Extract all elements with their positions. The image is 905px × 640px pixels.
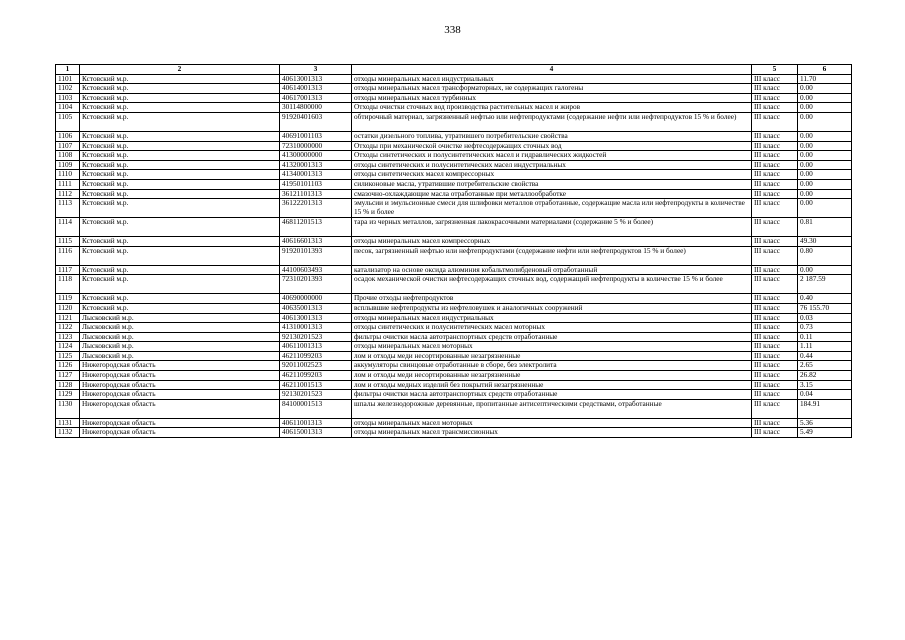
district-cell: Лысковский м.р. [80,323,280,333]
district-cell: Кстовский м.р. [80,199,280,218]
district-cell: Нижегородская область [80,399,280,418]
row-number-cell: 1112 [56,189,80,199]
waste-code-cell: 41950101103 [280,179,352,189]
table-row [56,189,852,199]
waste-name-cell: обтирочный материал, загрязненный нефтью или нефтепродуктами (содержание нефти или нефтепродуктов 15 % и более) [352,112,752,131]
waste-code-cell: 41310001313 [280,323,352,333]
district-cell: Кстовский м.р. [80,294,280,304]
amount-cell: 3.15 [798,380,852,390]
district-cell: Кстовский м.р. [80,179,280,189]
column-header: 3 [280,65,352,75]
amount-cell: 0.00 [798,103,852,113]
row-number-cell: 1120 [56,303,80,313]
waste-code-cell: 40611001313 [280,342,352,352]
row-number-cell: 1131 [56,418,80,428]
amount-cell: 0.00 [798,151,852,161]
district-cell: Нижегородская область [80,380,280,390]
district-cell: Лысковский м.р. [80,342,280,352]
hazard-class-cell: III класс [752,303,798,313]
district-cell: Нижегородская область [80,390,280,400]
amount-cell: 26.82 [798,371,852,381]
waste-name-cell: Отходы синтетических и полусинтетических масел и гидравлических жидкостей [352,151,752,161]
waste-name-cell: отходы минеральных масел моторных [352,418,752,428]
amount-cell: 5.49 [798,428,852,438]
district-cell: Кстовский м.р. [80,246,280,265]
waste-name-cell: фильтры очистки масла автотранспортных средств отработанные [352,332,752,342]
waste-code-cell: 92130201523 [280,332,352,342]
amount-cell: 11.70 [798,74,852,84]
amount-cell: 0.11 [798,332,852,342]
table-row [56,246,852,265]
district-cell: Нижегородская область [80,428,280,438]
hazard-class-cell: III класс [752,323,798,333]
table-row [56,428,852,438]
waste-code-cell: 72310201393 [280,275,352,294]
amount-cell: 0.81 [798,218,852,237]
waste-code-cell: 40635001313 [280,303,352,313]
waste-name-cell: тара из черных металлов, загрязненная лакокрасочными материалами (содержание 5 % и более) [352,218,752,237]
hazard-class-cell: III класс [752,151,798,161]
row-number-cell: 1104 [56,103,80,113]
district-cell: Кстовский м.р. [80,303,280,313]
waste-code-cell: 41300000000 [280,151,352,161]
table-row [56,342,852,352]
table-row [56,170,852,180]
hazard-class-cell: III класс [752,246,798,265]
district-cell: Лысковский м.р. [80,332,280,342]
waste-name-cell: отходы минеральных масел трансформаторных, не содержащих галогены [352,84,752,94]
row-number-cell: 1118 [56,275,80,294]
district-cell: Кстовский м.р. [80,103,280,113]
table-row [56,237,852,247]
hazard-class-cell: III класс [752,380,798,390]
waste-code-cell: 72310000000 [280,141,352,151]
table-row [56,275,852,294]
waste-name-cell: осадок механической очистки нефтесодержащих сточных вод, содержащий нефтепродукты в количестве 15 % и более [352,275,752,294]
district-cell: Лысковский м.р. [80,313,280,323]
hazard-class-cell: III класс [752,332,798,342]
waste-register-table [55,64,852,438]
waste-name-cell: отходы минеральных масел турбинных [352,93,752,103]
row-number-cell: 1121 [56,313,80,323]
waste-code-cell: 40616601313 [280,237,352,247]
amount-cell: 2.65 [798,361,852,371]
waste-name-cell: катализатор на основе оксида алюминия кобальтмолибденовый отработанный [352,265,752,275]
table-row [56,361,852,371]
waste-name-cell: лом и отходы меди несортированные незагрязненные [352,351,752,361]
waste-code-cell: 92130201523 [280,390,352,400]
row-number-cell: 1129 [56,390,80,400]
waste-code-cell: 46211001513 [280,380,352,390]
district-cell: Кстовский м.р. [80,265,280,275]
hazard-class-cell: III класс [752,84,798,94]
waste-name-cell: лом и отходы медных изделий без покрытий незагрязненные [352,380,752,390]
district-cell: Кстовский м.р. [80,93,280,103]
hazard-class-cell: III класс [752,265,798,275]
row-number-cell: 1109 [56,160,80,170]
hazard-class-cell: III класс [752,399,798,418]
district-cell: Нижегородская область [80,418,280,428]
waste-code-cell: 36121101313 [280,189,352,199]
hazard-class-cell: III класс [752,74,798,84]
amount-cell: 0.00 [798,112,852,131]
hazard-class-cell: III класс [752,199,798,218]
row-number-cell: 1108 [56,151,80,161]
waste-code-cell: 46811201513 [280,218,352,237]
row-number-cell: 1101 [56,74,80,84]
waste-code-cell: 44100603493 [280,265,352,275]
amount-cell: 0.00 [798,160,852,170]
district-cell: Лысковский м.р. [80,351,280,361]
row-number-cell: 1102 [56,84,80,94]
row-number-cell: 1130 [56,399,80,418]
table-row [56,399,852,418]
amount-cell: 0.00 [798,179,852,189]
table-row [56,351,852,361]
row-number-cell: 1114 [56,218,80,237]
hazard-class-cell: III класс [752,93,798,103]
hazard-class-cell: III класс [752,218,798,237]
amount-cell: 0.40 [798,294,852,304]
table-row [56,199,852,218]
waste-name-cell: силиконовые масла, утратившие потребительские свойства [352,179,752,189]
waste-name-cell: отходы минеральных масел индустриальных [352,313,752,323]
waste-name-cell: шпалы железнодорожные деревянные, пропитанные антисептическими средствами, отработанные [352,399,752,418]
row-number-cell: 1110 [56,170,80,180]
hazard-class-cell: III класс [752,189,798,199]
amount-cell: 0.00 [798,170,852,180]
waste-name-cell: отходы минеральных масел компрессорных [352,237,752,247]
waste-name-cell: остатки дизельного топлива, утратившего потребительские свойства [352,131,752,141]
table-row [56,265,852,275]
row-number-cell: 1107 [56,141,80,151]
waste-code-cell: 84100001513 [280,399,352,418]
hazard-class-cell: III класс [752,361,798,371]
hazard-class-cell: III класс [752,112,798,131]
district-cell: Нижегородская область [80,361,280,371]
amount-cell: 0.00 [798,84,852,94]
amount-cell: 0.00 [798,141,852,151]
hazard-class-cell: III класс [752,294,798,304]
waste-code-cell: 30114800000 [280,103,352,113]
table-header-row [56,65,852,75]
hazard-class-cell: III класс [752,179,798,189]
waste-name-cell: смазочно-охлаждающие масла отработанные при металлообработке [352,189,752,199]
column-header: 2 [80,65,280,75]
hazard-class-cell: III класс [752,342,798,352]
district-cell: Кстовский м.р. [80,275,280,294]
district-cell: Кстовский м.р. [80,74,280,84]
hazard-class-cell: III класс [752,237,798,247]
waste-name-cell: Отходы очистки сточных вод производства растительных масел и жиров [352,103,752,113]
row-number-cell: 1119 [56,294,80,304]
table-row [56,93,852,103]
amount-cell: 0.00 [798,265,852,275]
waste-name-cell: отходы минеральных масел индустриальных [352,74,752,84]
hazard-class-cell: III класс [752,170,798,180]
amount-cell: 0.00 [798,131,852,141]
page-number: 338 [444,24,461,36]
table-row [56,84,852,94]
waste-code-cell: 40690000000 [280,294,352,304]
table-row [56,418,852,428]
amount-cell: 184.91 [798,399,852,418]
row-number-cell: 1117 [56,265,80,275]
waste-code-cell: 40617001313 [280,93,352,103]
table-row [56,371,852,381]
hazard-class-cell: III класс [752,351,798,361]
column-header: 6 [798,65,852,75]
table-row [56,103,852,113]
waste-name-cell: отходы минеральных масел моторных [352,342,752,352]
row-number-cell: 1105 [56,112,80,131]
amount-cell: 76 155.70 [798,303,852,313]
district-cell: Кстовский м.р. [80,170,280,180]
waste-code-cell: 46211099203 [280,351,352,361]
waste-name-cell: песок, загрязненный нефтью или нефтепродуктами (содержание нефти или нефтепродуктов 15 % и более) [352,246,752,265]
table-row [56,390,852,400]
column-header: 4 [352,65,752,75]
district-cell: Кстовский м.р. [80,189,280,199]
table-row [56,112,852,131]
amount-cell: 0.80 [798,246,852,265]
row-number-cell: 1122 [56,323,80,333]
table-row [56,218,852,237]
hazard-class-cell: III класс [752,103,798,113]
waste-code-cell: 46211099203 [280,371,352,381]
hazard-class-cell: III класс [752,160,798,170]
district-cell: Кстовский м.р. [80,84,280,94]
table-row [56,131,852,141]
table-row [56,151,852,161]
row-number-cell: 1123 [56,332,80,342]
amount-cell: 0.03 [798,313,852,323]
district-cell: Кстовский м.р. [80,151,280,161]
hazard-class-cell: III класс [752,275,798,294]
row-number-cell: 1115 [56,237,80,247]
column-header: 1 [56,65,80,75]
table-row [56,323,852,333]
amount-cell: 49.30 [798,237,852,247]
district-cell: Нижегородская область [80,371,280,381]
row-number-cell: 1128 [56,380,80,390]
row-number-cell: 1106 [56,131,80,141]
row-number-cell: 1127 [56,371,80,381]
district-cell: Кстовский м.р. [80,218,280,237]
waste-name-cell: отходы синтетических и полусинтетических масел индустриальных [352,160,752,170]
waste-name-cell: эмульсии и эмульсионные смеси для шлифовки металлов отработанные, содержащие масла или нефтепродукты в количестве 15 % и более [352,199,752,218]
row-number-cell: 1116 [56,246,80,265]
table-row [56,74,852,84]
waste-name-cell: Отходы при механической очистке нефтесодержащих сточных вод [352,141,752,151]
row-number-cell: 1126 [56,361,80,371]
amount-cell: 1.11 [798,342,852,352]
district-cell: Кстовский м.р. [80,160,280,170]
row-number-cell: 1111 [56,179,80,189]
table-row [56,160,852,170]
column-header: 5 [752,65,798,75]
waste-code-cell: 40611001313 [280,418,352,428]
hazard-class-cell: III класс [752,390,798,400]
amount-cell: 0.00 [798,93,852,103]
amount-cell: 0.04 [798,390,852,400]
row-number-cell: 1113 [56,199,80,218]
waste-name-cell: всплывшие нефтепродукты из нефтеловушек и аналогичных сооружений [352,303,752,313]
table-row [56,294,852,304]
waste-name-cell: фильтры очистки масла автотранспортных средств отработанные [352,390,752,400]
waste-code-cell: 40613001313 [280,313,352,323]
waste-name-cell: отходы синтетических и полусинтетических масел моторных [352,323,752,333]
hazard-class-cell: III класс [752,141,798,151]
table-row [56,380,852,390]
row-number-cell: 1103 [56,93,80,103]
district-cell: Кстовский м.р. [80,131,280,141]
waste-code-cell: 91920101393 [280,246,352,265]
hazard-class-cell: III класс [752,418,798,428]
amount-cell: 0.00 [798,189,852,199]
amount-cell: 0.73 [798,323,852,333]
district-cell: Кстовский м.р. [80,112,280,131]
waste-code-cell: 40615001313 [280,428,352,438]
waste-code-cell: 92011002523 [280,361,352,371]
row-number-cell: 1125 [56,351,80,361]
table-row [56,179,852,189]
row-number-cell: 1124 [56,342,80,352]
waste-code-cell: 40613001313 [280,74,352,84]
district-cell: Кстовский м.р. [80,141,280,151]
waste-name-cell: Прочие отходы нефтепродуктов [352,294,752,304]
table-row [56,332,852,342]
amount-cell: 5.36 [798,418,852,428]
amount-cell: 0.00 [798,199,852,218]
waste-code-cell: 40691001103 [280,131,352,141]
district-cell: Кстовский м.р. [80,237,280,247]
table-row [56,313,852,323]
table-row [56,303,852,313]
hazard-class-cell: III класс [752,313,798,323]
waste-code-cell: 91920401603 [280,112,352,131]
waste-name-cell: отходы минеральных масел трансмиссионных [352,428,752,438]
waste-code-cell: 41340001313 [280,170,352,180]
row-number-cell: 1132 [56,428,80,438]
hazard-class-cell: III класс [752,131,798,141]
amount-cell: 2 187.59 [798,275,852,294]
waste-name-cell: лом и отходы меди несортированные незагрязненные [352,371,752,381]
hazard-class-cell: III класс [752,428,798,438]
waste-name-cell: аккумуляторы свинцовые отработанные в сборе, без электролита [352,361,752,371]
waste-code-cell: 40614001313 [280,84,352,94]
table-row [56,141,852,151]
waste-code-cell: 36122201313 [280,199,352,218]
waste-code-cell: 41320001313 [280,160,352,170]
waste-name-cell: отходы синтетических масел компрессорных [352,170,752,180]
hazard-class-cell: III класс [752,371,798,381]
amount-cell: 0.44 [798,351,852,361]
